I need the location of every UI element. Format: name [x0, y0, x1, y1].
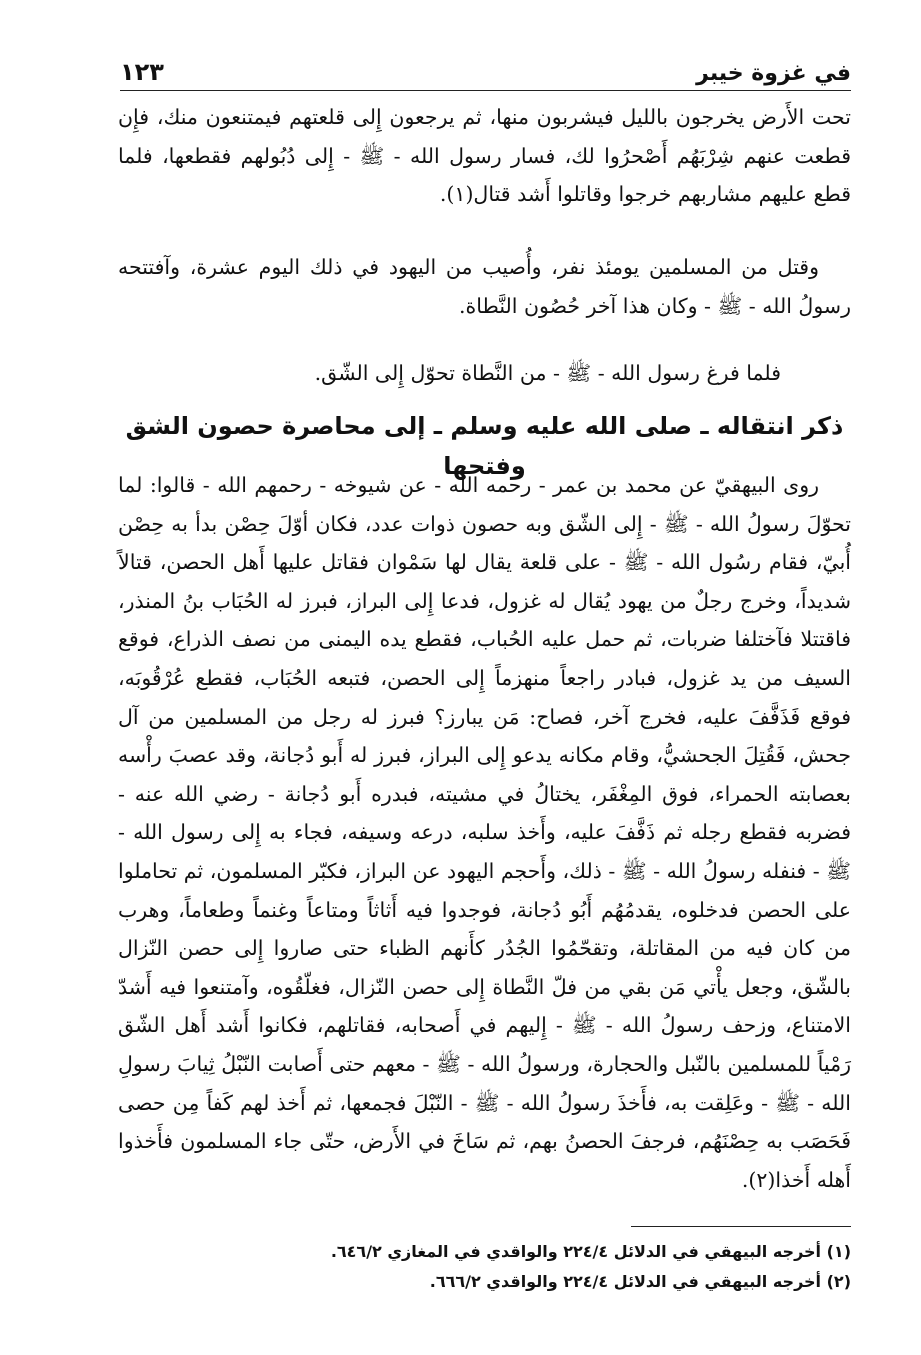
paragraph-3: فلما فرغ رسول الله - ﷺ - من النَّطاة تحوّل إِلى الشّق. — [314, 361, 781, 385]
footnotes — [118, 1226, 851, 1297]
paragraph-2: وقتل من المسلمين يومئذ نفر، وأُصيب من اليهود في ذلك اليوم عشرة، وآفتتحه رسولُ الله - ﷺ - وكان هذا آخر حُصُون النَّطاة. — [118, 255, 851, 318]
page-header — [120, 38, 851, 91]
paragraph-1: تحت الأَرض يخرجون بالليل فيشربون منها، ثم يرجعون إِلى قلعتهم فيمتنعون منك، فإِن قطعت عنهم شِرْبَهُم أَصْحرُوا لك، فسار رسول الله - ﷺ - إِلى دُبُولهم فقطعها، فلما قطع عليهم مشاربهم خرجوا وقاتلوا أَشد قتال(١). — [118, 105, 851, 206]
footnote-divider — [631, 1226, 851, 1227]
section-heading: ذكر انتقاله ـ صلى الله عليه وسلم ـ إلى محاصرة حصون الشق وفتحها — [125, 412, 844, 480]
footnote-1: (١) أخرجه البيهقي في الدلائل ٢٢٤/٤ والواقدي في المغازي ٦٤٦/٢. — [330, 1242, 851, 1261]
footnote-2: (٢) أخرجه البيهقي في الدلائل ٢٢٤/٤ والواقدي ٦٦٦/٢. — [429, 1272, 851, 1291]
section-body: روى البيهقيّ عن محمد بن عمر - رحمه الله - عن شيوخه - رحمهم الله - قالوا: لما تحوّلَ رسولُ الله - ﷺ - إِلى الشّق وبه حصون ذوات عدد، فكان أوّلَ حِصْن بدأ به حِصْن أُبيّ، فقام رسُول الله - ﷺ - على قلعة يقال لها سَمْوان فقاتل عليها أَهل الحصن، قتالاً شديداً، وخرج رجلٌ من يهود يُقال له غزول، فدعا إِلى البراز، فبرز له الحُبَاب بنُ المنذر، فاقتتلا فآختلفا ضربات، ثم حمل عليه الحُباب، فقطع يده اليمنى من نصف الذراع، فوقع السيف من يد غزول، فبادر راجعاً منهزماً إِلى الحصن، فتبعه الحُبَاب، فقطع عُرْقُوبَه، فوقع فَذَفَّفَ عليه، فخرج آخر، فصاح: مَن يبارز؟ فبرز له رجل من المسلمين من آل جحش، فَقُتِلَ الجحشيُّ، وقام مكانه يدعو إِلى البراز، فبرز له أَبو دُجانة، وقد عصبَ رأْسه بعصابته الحمراء، فوق المِغْفَر، يختالُ في مشيته، فبدره أَبو دُجانة - رضي الله عنه - فضربه فقطع رجله ثم ذَفَّفَ عليه، وأَخذ سلبه، درعه وسيفه، فجاء به إِلى رسول الله - ﷺ - فنفله رسولُ الله - ﷺ - ذلك، وأَحجم اليهود عن البراز، فكبّر المسلمون، ثم تحاملوا على الحصن فدخلوه، يقدمُهُم أَبُو دُجانة، فوجدوا فيه أَثاثاً ومتاعاً وغنماً وطعاماً، وهرب من كان فيه من المقاتلة، وتقحّمُوا الجُدُر كأَنهم الظباء حتى صاروا إِلى حصن النّزال بالشّق، وجعل يأْتي مَن بقي من فلّ النَّطاة إِلى حصن النّزال، فغلّقُوه، وآمتنعوا فيه أَشدّ الامتناع، وزحف رسولُ الله - ﷺ - إِليهم في أَصحابه، فقاتلهم، فكانوا أَشد أَهل الشّق رَمْياً للمسلمين بالنّبل والحجارة، ورسولُ الله - ﷺ - معهم حتى أَصابت النّبْلُ ثِيابَ رسولِ الله - ﷺ - وعَلِقت به، فأَخذَ رسولُ الله - ﷺ - النّبْلَ فجمعها، ثم أَخذ لهم كَفاً مِن حصى فَحَصَب به حِصْنَهُم، فرجفَ الحصنُ بهم، ثم سَاخَ في الأَرض، حتّى جاء المسلمون فأَخذوا أَهله أَخذا(٢). — [118, 473, 851, 1192]
running-title: في غزوة خيبر — [696, 61, 851, 86]
page-number: ١٢٣ — [120, 58, 164, 86]
